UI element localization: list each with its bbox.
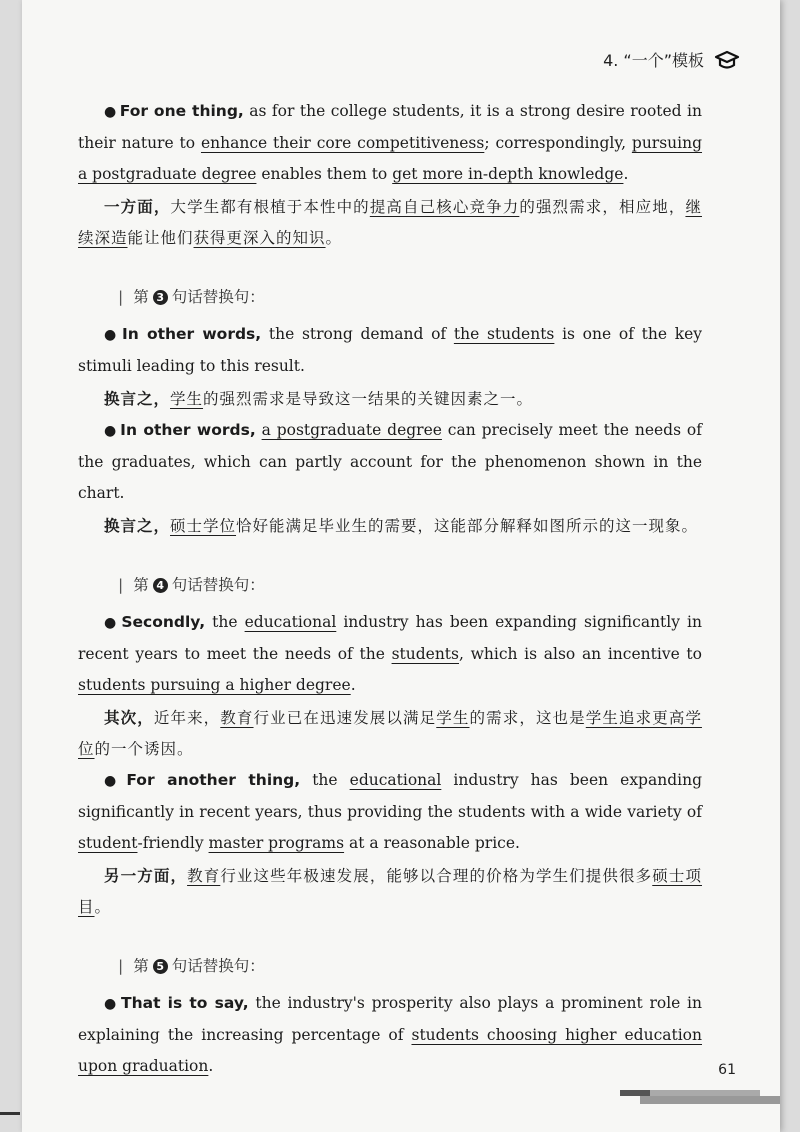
- text-run: 句话替换句：: [171, 957, 265, 975]
- underlined-phrase: the students: [453, 325, 555, 343]
- sentence-lead: 一方面，: [104, 198, 171, 216]
- sentence-lead: For one thing,: [119, 102, 244, 120]
- text-run: the industry's prosperity also plays a prominent role in explaining the increasing percentage of: [78, 994, 702, 1044]
- bullet-icon: ●: [104, 615, 119, 631]
- page-edge-shadow: [640, 1096, 780, 1104]
- text-run: industry has been expanding significantly in recent years to meet the needs of the: [78, 613, 702, 663]
- text-run: 近年来，: [153, 709, 221, 727]
- text-run: 行业这些年极速发展，能够以合理的价格为学生们提供很多: [220, 867, 653, 885]
- section-heading-5: [78, 951, 702, 982]
- underlined-phrase: 硕士学位: [170, 517, 237, 535]
- example-sentence-zh: [78, 703, 702, 765]
- sentence-lead: 换言之，: [104, 390, 171, 408]
- underlined-phrase: 硕士项目: [78, 867, 702, 916]
- text-run: 的需求，这也是: [469, 709, 586, 727]
- text-run: 第: [133, 576, 149, 594]
- bullet-icon: ●: [104, 423, 118, 439]
- divider-bar: |: [118, 576, 124, 594]
- divider-bar: |: [118, 957, 124, 975]
- text-run: 句话替换句：: [171, 576, 265, 594]
- example-sentence-zh: [78, 192, 702, 254]
- text-run: enables them to: [256, 165, 393, 183]
- book-page: [22, 0, 780, 1132]
- sentence-lead: For another thing,: [126, 771, 301, 789]
- text-run: 。: [94, 898, 112, 916]
- underlined-phrase: student: [78, 834, 138, 852]
- underlined-phrase: 教育: [187, 867, 221, 885]
- underlined-phrase: enhance their core competitiveness: [200, 134, 485, 152]
- number-badge: 4: [153, 578, 168, 593]
- text-run: 的强烈需求，相应地，: [519, 198, 686, 216]
- underlined-phrase: 获得更深入的知识: [193, 229, 326, 247]
- section-heading-4: [78, 570, 702, 601]
- example-sentence-zh: [78, 384, 702, 415]
- bullet-icon: ●: [104, 996, 119, 1012]
- underlined-phrase: 学生: [436, 709, 470, 727]
- example-sentence-en: [78, 607, 702, 701]
- example-sentence-en: [78, 96, 702, 190]
- bullet-icon: ●: [104, 327, 119, 343]
- underlined-phrase: 继续深造: [78, 198, 702, 247]
- underlined-phrase: 提高自己核心竞争力: [369, 198, 520, 216]
- running-header: [603, 48, 740, 71]
- bullet-icon: ●: [104, 773, 124, 789]
- underlined-phrase: a postgraduate degree: [261, 421, 442, 439]
- text-run: 大学生都有根植于本性中的: [170, 198, 370, 216]
- underlined-phrase: 学生: [170, 390, 204, 408]
- text-run: .: [208, 1057, 214, 1075]
- number-badge: 3: [153, 290, 168, 305]
- text-run: at a reasonable price.: [344, 834, 520, 852]
- example-sentence-en: [78, 415, 702, 509]
- example-sentence-en: [78, 988, 702, 1082]
- text-run: as for the college students, it is a strong desire rooted in their nature to: [78, 102, 702, 152]
- underlined-phrase: students choosing higher education upon graduation: [78, 1026, 702, 1075]
- example-sentence-zh: [78, 511, 702, 542]
- underlined-phrase: students: [391, 645, 459, 663]
- underlined-phrase: get more in-depth knowledge: [392, 165, 624, 183]
- example-sentence-en: [78, 319, 702, 382]
- text-run: 行业已在迅速发展以满足: [253, 709, 437, 727]
- sentence-lead: That is to say,: [121, 994, 249, 1012]
- text-run: ; correspondingly,: [484, 134, 632, 152]
- text-run: is one of the key stimuli leading to this result.: [78, 325, 703, 375]
- text-run: 能让他们: [127, 229, 194, 247]
- text-run: , which is also an incentive to: [459, 645, 702, 663]
- text-run: industry has been expanding significantly in recent years, thus providing the students with a wide variety of: [78, 771, 702, 821]
- text-run: -friendly: [137, 834, 209, 852]
- text-run: can precisely meet the needs of the graduates, which can partly account for the phenomenon shown in the chart.: [78, 421, 702, 502]
- sentence-lead: In other words,: [120, 421, 256, 439]
- graduation-cap-icon: [714, 49, 740, 71]
- text-run: the: [300, 771, 350, 789]
- text-run: 恰好能满足毕业生的需要，这能部分解释如图所示的这一现象。: [236, 517, 699, 535]
- sentence-lead: Secondly,: [121, 613, 206, 631]
- example-sentence-zh: [78, 861, 702, 923]
- underlined-phrase: master programs: [208, 834, 345, 852]
- sentence-lead: In other words,: [121, 325, 262, 343]
- text-run: 的强烈需求是导致这一结果的关键因素之一。: [203, 390, 534, 408]
- text-run: the strong demand of: [261, 325, 454, 343]
- text-run: 第: [133, 957, 149, 975]
- sentence-lead: 其次，: [104, 709, 154, 727]
- underlined-phrase: educational: [244, 613, 337, 631]
- scan-mark: [0, 1112, 20, 1115]
- underlined-phrase: educational: [349, 771, 442, 789]
- text-run: 。: [325, 229, 343, 247]
- bullet-icon: ●: [104, 104, 117, 120]
- text-run: .: [350, 676, 356, 694]
- sentence-lead: 换言之，: [104, 517, 171, 535]
- sentence-lead: 另一方面，: [104, 867, 188, 885]
- text-run: 第: [133, 288, 149, 306]
- text-run: 的一个诱因。: [94, 740, 194, 758]
- underlined-phrase: pursuing a postgraduate degree: [78, 134, 703, 183]
- text-run: 句话替换句：: [171, 288, 265, 306]
- underlined-phrase: 教育: [220, 709, 254, 727]
- chapter-title: 4. “一个”模板: [603, 51, 704, 70]
- underlined-phrase: students pursuing a higher degree: [78, 676, 351, 694]
- number-badge: 5: [153, 959, 168, 974]
- page-number: 61: [718, 1062, 736, 1078]
- text-run: .: [623, 165, 629, 183]
- section-heading-3: [78, 282, 702, 313]
- divider-bar: |: [118, 288, 124, 306]
- text-run: the: [205, 613, 245, 631]
- example-sentence-en: [78, 765, 702, 859]
- underlined-phrase: 学生追求更高学位: [78, 709, 702, 758]
- page-content: [78, 96, 702, 1082]
